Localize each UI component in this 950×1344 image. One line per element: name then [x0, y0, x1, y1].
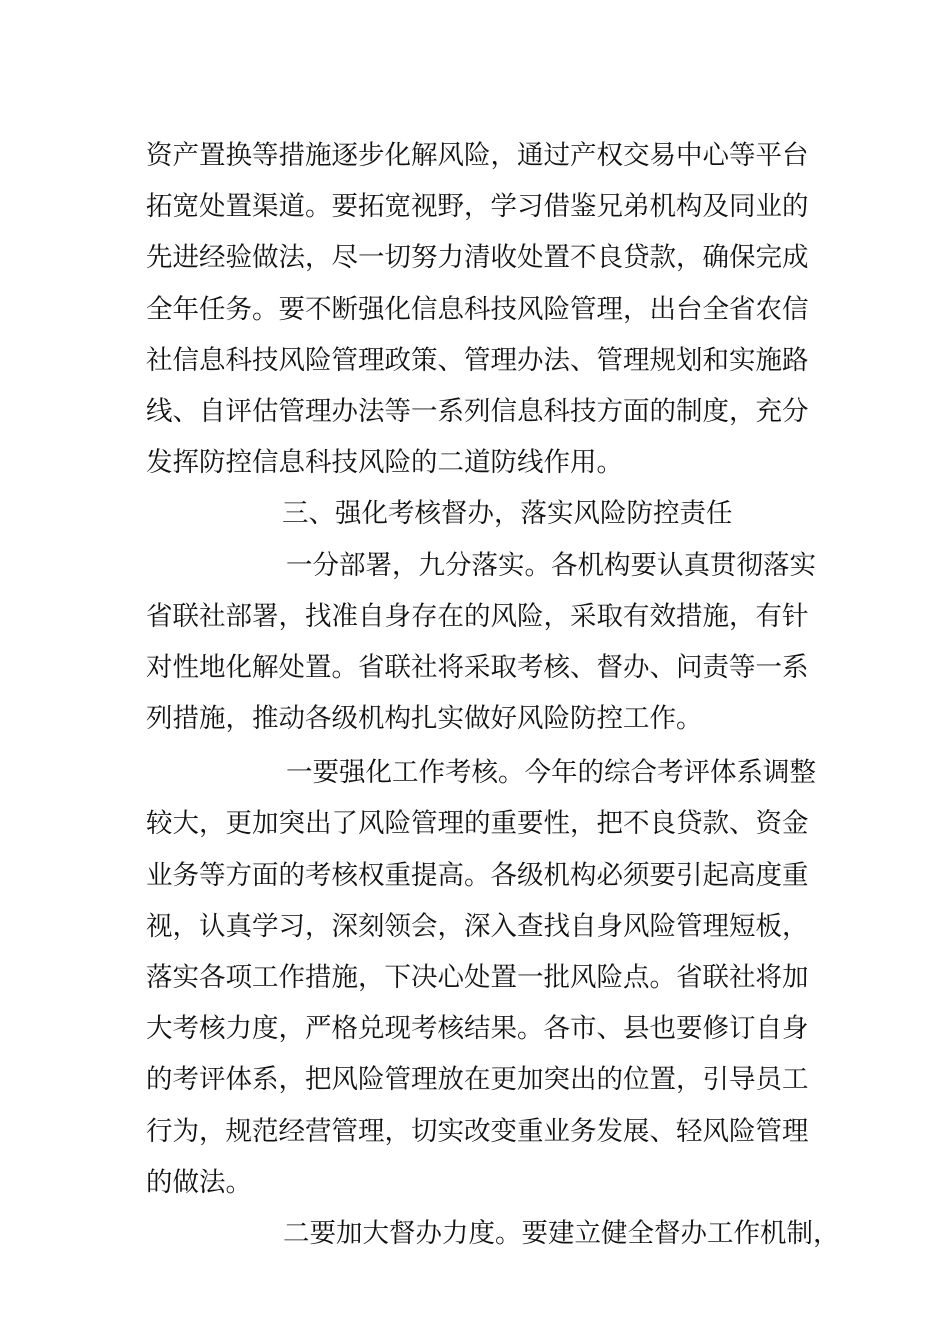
text-line: 的考评体系，把风险管理放在更加突出的位置，引导员工 [146, 1064, 809, 1096]
text-line: 的做法。 [146, 1166, 252, 1198]
text-line: 二要加大督办力度。要建立健全督办工作机制， [283, 1217, 840, 1249]
paragraph-supervision [146, 1208, 840, 1259]
text-line: 行为，规范经营管理，切实改变重业务发展、轻风险管理 [146, 1115, 809, 1147]
text-line: 视，认真学习，深刻领会，深入查找自身风险管理短板， [146, 910, 809, 942]
text-line: 较大，更加突出了风险管理的重要性，把不良贷款、资金 [146, 808, 809, 840]
text-line: 线、自评估管理办法等一系列信息科技方面的制度，充分 [146, 395, 809, 427]
text-line: 资产置换等措施逐步化解风险，通过产权交易中心等平台 [146, 140, 809, 171]
paragraph-implementation [146, 540, 816, 745]
section-heading: 三、强化考核督办，落实风险防控责任 [282, 498, 733, 530]
text-line: 对性地化解处置。省联社将采取考核、督办、问责等一系 [146, 651, 809, 683]
paragraph-risk-disposal [146, 130, 816, 488]
text-line: 一分部署，九分落实。各机构要认真贯彻落实 [286, 549, 816, 581]
text-line: 社信息科技风险管理政策、管理办法、管理规划和实施路 [146, 344, 809, 376]
text-line: 业务等方面的考核权重提高。各级机构必须要引起高度重 [146, 859, 809, 891]
text-line: 大考核力度，严格兑现考核结果。各市、县也要修订自身 [146, 1013, 809, 1045]
text-line: 拓宽处置渠道。要拓宽视野，学习借鉴兄弟机构及同业的 [146, 191, 809, 223]
text-line: 先进经验做法，尽一切努力清收处置不良贷款，确保完成 [146, 242, 809, 274]
paragraph-assessment [146, 747, 816, 1208]
text-line: 发挥防控信息科技风险的二道防线作用。 [146, 447, 623, 479]
text-line: 列措施，推动各级机构扎实做好风险防控工作。 [146, 703, 703, 735]
text-line: 省联社部署，找准自身存在的风险，采取有效措施，有针 [146, 600, 809, 632]
text-line: 落实各项工作措施，下决心处置一批风险点。省联社将加 [146, 962, 809, 993]
document-body [146, 130, 840, 1259]
text-line: 全年任务。要不断强化信息科技风险管理，出台全省农信 [146, 293, 809, 325]
text-line: 一要强化工作考核。今年的综合考评体系调整 [286, 757, 816, 789]
